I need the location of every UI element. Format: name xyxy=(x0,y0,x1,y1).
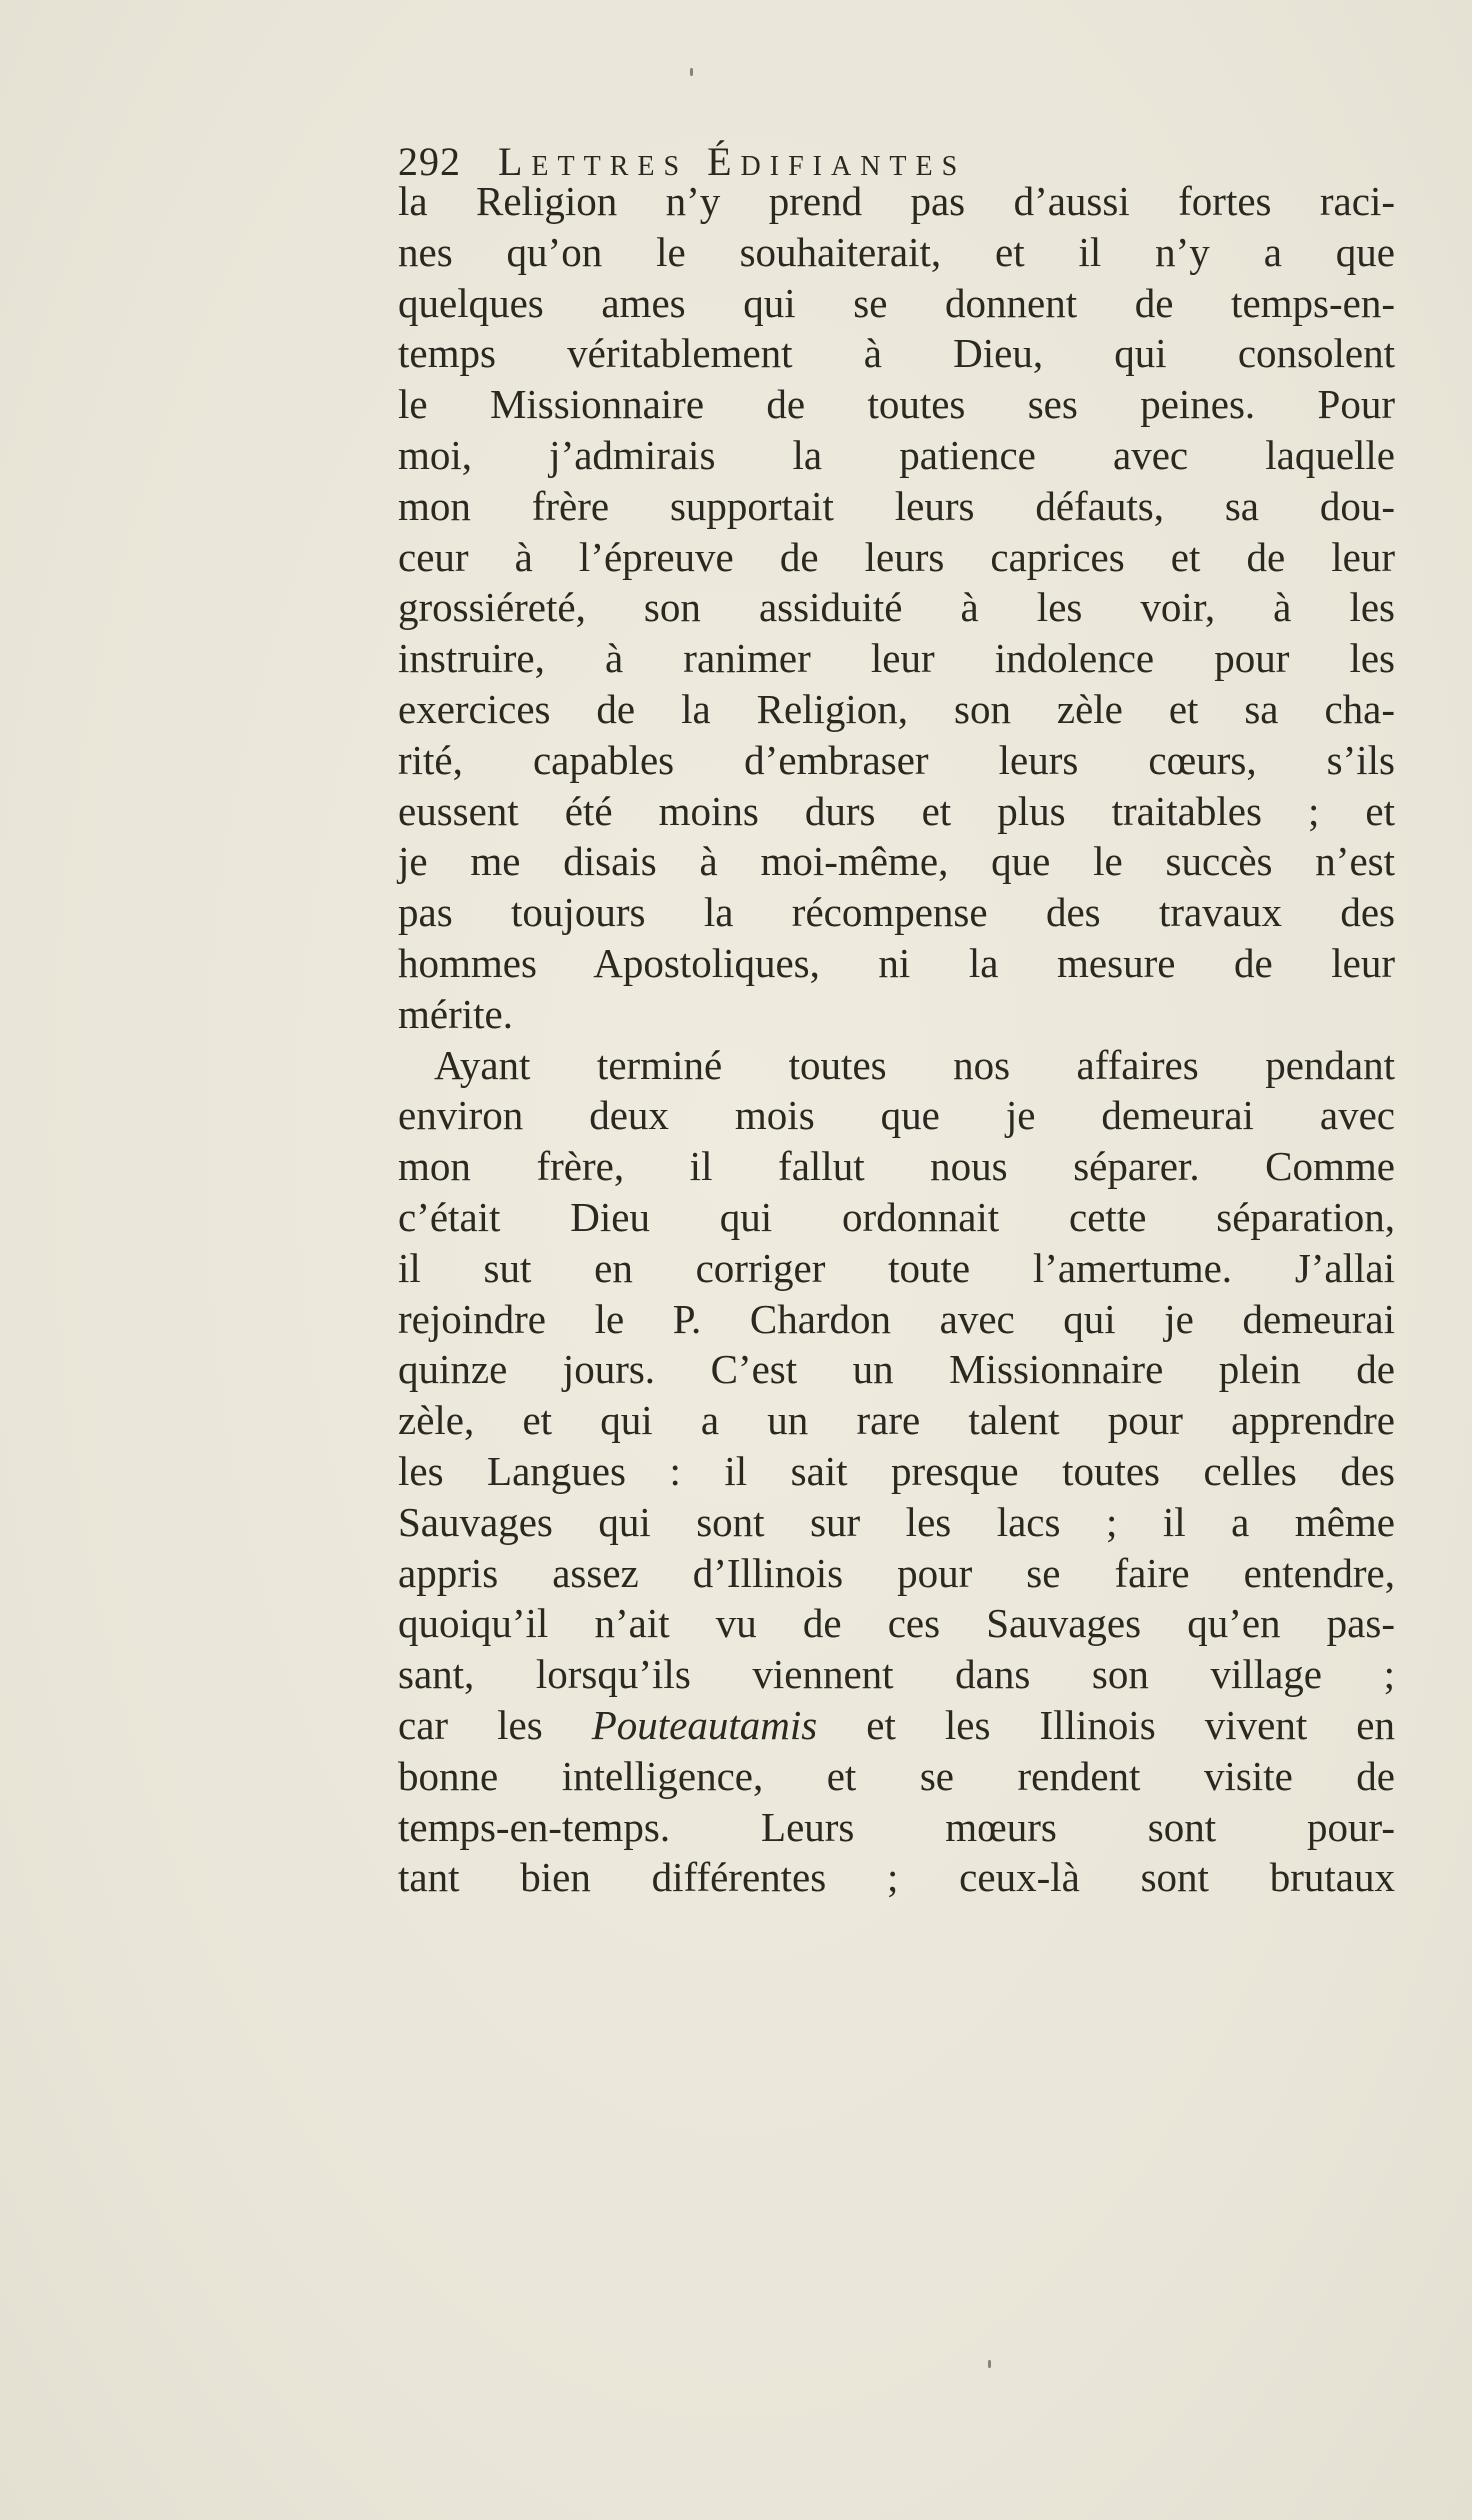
paper-speck xyxy=(988,2360,991,2368)
text-line: quinze jours. C’est un Missionnaire plein de xyxy=(398,1346,1395,1393)
text-line: sant, lorsqu’ils viennent dans son village ; xyxy=(398,1651,1395,1698)
text-line: temps-en-temps. Leurs mœurs sont pour- xyxy=(398,1803,1395,1850)
running-title: Lettres Édifiantes xyxy=(498,139,967,184)
text-line: le Missionnaire de toutes ses peines. Pour xyxy=(398,381,1395,428)
text-line: nes qu’on le souhaiterait, et il n’y a que xyxy=(398,228,1395,275)
text-line: temps véritablement à Dieu, qui consolent xyxy=(398,330,1395,377)
text-line: bonne intelligence, et se rendent visite de xyxy=(398,1752,1395,1799)
italic-term: Pouteautamis xyxy=(591,1701,818,1748)
text-line: moi, j’admirais la patience avec laquelle xyxy=(398,431,1395,478)
text-line: c’était Dieu qui ordonnait cette séparation, xyxy=(398,1193,1395,1240)
text-line: les Langues : il sait presque toutes celles des xyxy=(398,1447,1395,1494)
text-line: mon frère supportait leurs défauts, sa dou- xyxy=(398,482,1395,529)
text-line: Sauvages qui sont sur les lacs ; il a même xyxy=(398,1498,1395,1545)
text-line: rité, capables d’embraser leurs cœurs, s’ils xyxy=(398,736,1395,783)
text-line: hommes Apostoliques, ni la mesure de leur xyxy=(398,939,1395,986)
text-line: instruire, à ranimer leur indolence pour les xyxy=(398,635,1395,682)
text-segment: et les Illinois vivent en xyxy=(817,1701,1395,1748)
text-line: tant bien différentes ; ceux-là sont brutaux xyxy=(398,1854,1395,1901)
text-line: la Religion n’y prend pas d’aussi fortes raci- xyxy=(398,178,1395,224)
text-line: mérite. xyxy=(398,990,513,1037)
text-line: exercices de la Religion, son zèle et sa cha- xyxy=(398,685,1395,732)
page-body-text xyxy=(398,176,1395,1903)
text-segment: car les xyxy=(398,1701,592,1748)
paper-speck xyxy=(690,68,693,76)
text-line: grossiéreté, son assiduité à les voir, à les xyxy=(398,584,1395,631)
text-line: quoiqu’il n’ait vu de ces Sauvages qu’en pas- xyxy=(398,1600,1395,1647)
text-line: il sut en corriger toute l’amertume. J’allai xyxy=(398,1244,1395,1291)
text-line: zèle, et qui a un rare talent pour apprendre xyxy=(398,1397,1395,1444)
text-line: mon frère, il fallut nous séparer. Comme xyxy=(398,1143,1395,1190)
text-line xyxy=(398,1700,1395,1751)
text-line: quelques ames qui se donnent de temps-en- xyxy=(398,279,1395,326)
text-line: eussent été moins durs et plus traitables ; et xyxy=(398,787,1395,834)
text-line: je me disais à moi-même, que le succès n’est xyxy=(398,838,1395,885)
text-line: environ deux mois que je demeurai avec xyxy=(398,1092,1395,1139)
page-number: 292 xyxy=(398,139,461,184)
text-line: appris assez d’Illinois pour se faire entendre, xyxy=(398,1549,1395,1596)
text-line: Ayant terminé toutes nos affaires pendant xyxy=(434,1041,1395,1088)
text-line: ceur à l’épreuve de leurs caprices et de leur xyxy=(398,533,1395,580)
text-line: rejoindre le P. Chardon avec qui je demeurai xyxy=(398,1295,1395,1342)
text-line: pas toujours la récompense des travaux des xyxy=(398,889,1395,936)
